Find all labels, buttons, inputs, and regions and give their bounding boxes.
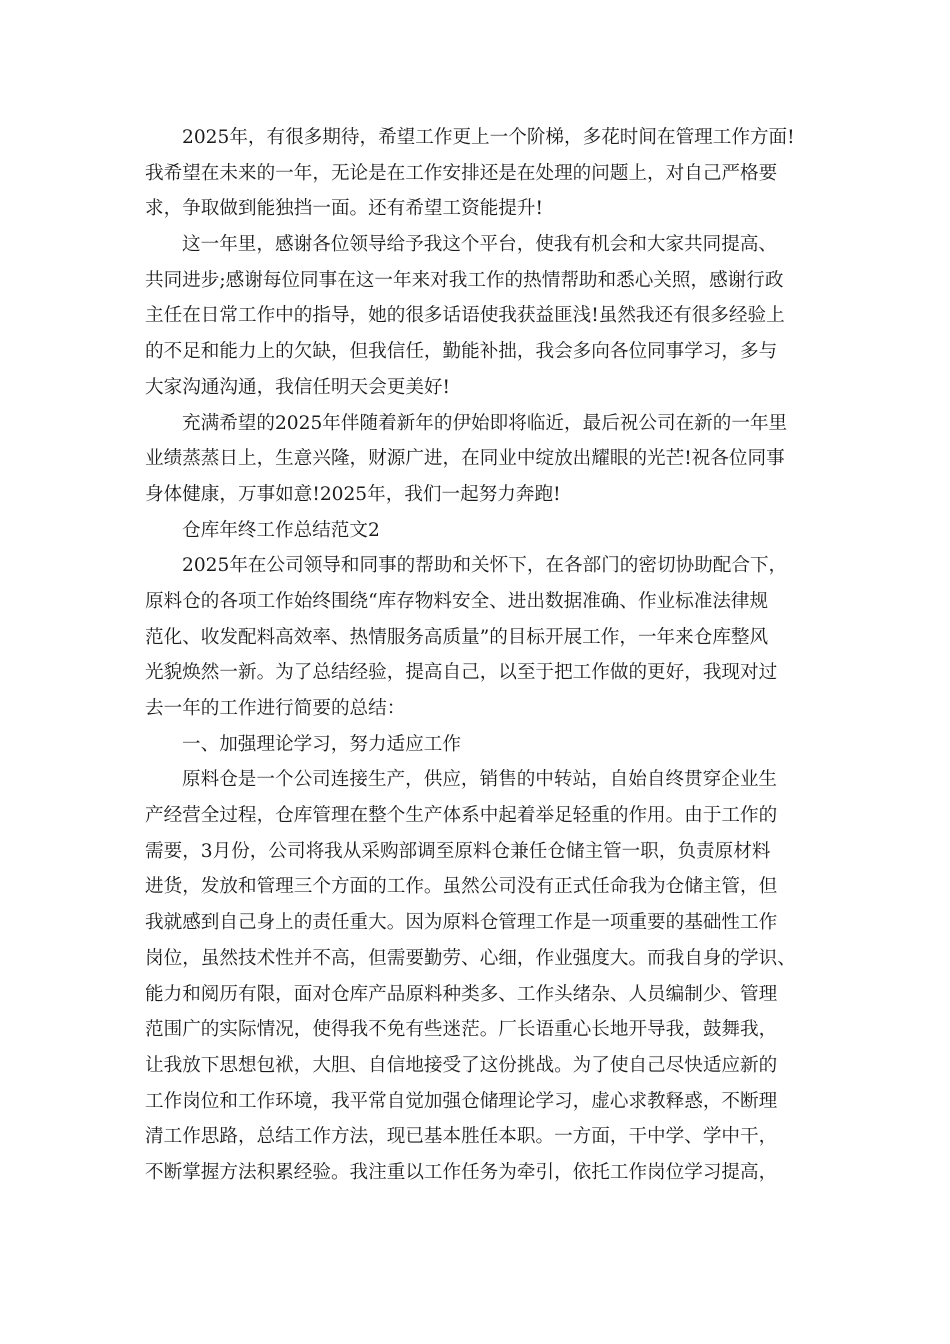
text-line: 2025年，有很多期待，希望工作更上一个阶梯，多花时间在管理工作方面! [182,127,795,148]
document-body [145,120,815,1191]
text-line: 工作岗位和工作环境，我平常自觉加强仓储理论学习，虚心求教释惑，不断理 [145,1090,778,1112]
text-line: 求，争取做到能独挡一面。还有希望工资能提升! [145,198,543,220]
text-line: 去一年的工作进行简要的总结： [145,698,406,719]
text-line: 的不足和能力上的欠缺，但我信任，勤能补拙，我会多向各位同事学习，多与 [145,341,778,363]
text-line: 进货，发放和管理三个方面的工作。虽然公司没有正式任命我为仓储主管，但 [145,876,778,898]
text-line: 能力和阅历有限，面对仓库产品原料种类多、工作头绪杂、人员编制少、管理 [145,983,778,1005]
text-line: 光貌焕然一新。为了总结经验，提高自己，以至于把工作做的更好，我现对过 [145,662,778,684]
text-line: 原料仓的各项工作始终围绕“库存物料安全、进出数据准确、作业标准法律规 [145,590,769,612]
text-line: 让我放下思想包袱，大胆、自信地接受了这份挑战。为了使自己尽快适应新的 [145,1054,778,1076]
text-line: 仓库年终工作总结范文2 [182,519,380,541]
text-line: 清工作思路，总结工作方法，现已基本胜任本职。一方面，干中学、学中干， [145,1126,778,1148]
text-line: 原料仓是一个公司连接生产，供应，销售的中转站，自始自终贯穿企业生 [182,769,778,791]
text-line: 业绩蒸蒸日上，生意兴隆，财源广进，在同业中绽放出耀眼的光芒!祝各位同事 [145,448,785,470]
text-line: 一、加强理论学习，努力适应工作 [182,733,461,755]
text-line: 身体健康，万事如意!2025年，我们一起努力奔跑! [145,483,561,505]
text-line: 主任在日常工作中的指导，她的很多话语使我获益匪浅!虽然我还有很多经验上 [145,305,785,327]
text-line: 不断掌握方法积累经验。我注重以工作任务为牵引，依托工作岗位学习提高， [145,1161,778,1183]
text-line: 2025年在公司领导和同事的帮助和关怀下，在各部门的密切协助配合下， [182,555,788,577]
text-line: 范围广的实际情况，使得我不免有些迷茫。厂长语重心长地开导我，鼓舞我， [145,1019,778,1041]
text-line: 范化、收发配料高效率、热情服务高质量”的目标开展工作，一年来仓库整风 [145,626,769,648]
text-line: 我希望在未来的一年，无论是在工作安排还是在处理的问题上，对自己严格要 [145,162,778,184]
text-line: 产经营全过程，仓库管理在整个生产体系中起着举足轻重的作用。由于工作的 [145,805,778,827]
text-line: 充满希望的2025年伴随着新年的伊始即将临近，最后祝公司在新的一年里 [182,412,788,434]
text-line: 共同进步;感谢每位同事在这一年来对我工作的热情帮助和悉心关照，感谢行政 [145,269,784,291]
text-line: 这一年里，感谢各位领导给予我这个平台，使我有机会和大家共同提高、 [182,234,778,256]
text-line: 大家沟通沟通，我信任明天会更美好! [145,376,450,398]
text-line: 我就感到自己身上的责任重大。因为原料仓管理工作是一项重要的基础性工作 [145,912,778,934]
text-line: 需要，3月份，公司将我从采购部调至原料仓兼任仓储主管一职，负责原材料 [145,840,771,862]
text-line: 岗位，虽然技术性并不高，但需要勤劳、心细，作业强度大。而我自身的学识、 [145,947,796,969]
